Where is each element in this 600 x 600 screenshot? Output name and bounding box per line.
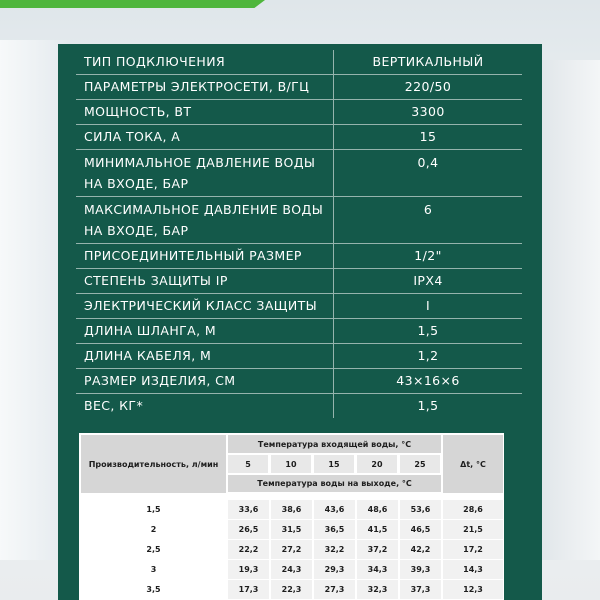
temp-cell: 37,2 <box>357 540 398 559</box>
spec-row <box>76 50 522 75</box>
header-performance: Производительность, л/мин <box>81 435 226 493</box>
temp-cell: 48,6 <box>357 500 398 519</box>
spec-row <box>76 125 522 150</box>
spec-row <box>76 75 522 100</box>
temp-cell: 27,2 <box>271 540 312 559</box>
inlet-temp-cell: 20 <box>357 455 397 473</box>
spec-label: ДЛИНА ШЛАНГА, М <box>76 319 334 343</box>
spec-value: 220/50 <box>404 79 452 94</box>
header-delta: Δt, °C <box>443 435 503 493</box>
temp-cell: 42,2 <box>400 540 441 559</box>
spec-value: 1,5 <box>417 398 439 413</box>
temp-cell: 19,3 <box>228 560 269 579</box>
temp-cell: 32,3 <box>357 580 398 599</box>
table-row <box>79 520 504 540</box>
inlet-temp-cell: 15 <box>314 455 354 473</box>
inlet-temp-cell: 25 <box>400 455 440 473</box>
spec-value: 1,2 <box>417 348 439 363</box>
flow-cell: 1,5 <box>146 505 161 514</box>
spec-label: РАЗМЕР ИЗДЕЛИЯ, СМ <box>76 369 334 393</box>
temp-cell: 41,5 <box>357 520 398 539</box>
temp-cell: 37,3 <box>400 580 441 599</box>
spec-label: ВЕС, КГ* <box>76 394 334 418</box>
spec-row <box>76 319 522 344</box>
table-row <box>79 540 504 560</box>
temp-cell: 17,3 <box>228 580 269 599</box>
spec-row <box>76 197 522 244</box>
flow-cell: 3 <box>150 565 157 574</box>
temp-cell: 32,2 <box>314 540 355 559</box>
spec-row <box>76 394 522 418</box>
table-row <box>79 560 504 580</box>
spec-label: МИНИМАЛЬНОЕ ДАВЛЕНИЕ ВОДЫ НА ВХОДЕ, БАР <box>76 150 334 196</box>
delta-cell: 17,2 <box>443 540 503 559</box>
spec-panel <box>58 44 542 600</box>
flow-cell: 2,5 <box>146 545 161 554</box>
flow-cell: 3,5 <box>146 585 161 594</box>
spec-row <box>76 294 522 319</box>
spec-value: 0,4 <box>417 155 439 170</box>
delta-cell: 28,6 <box>443 500 503 519</box>
temp-cell: 36,5 <box>314 520 355 539</box>
spec-label: МАКСИМАЛЬНОЕ ДАВЛЕНИЕ ВОДЫ НА ВХОДЕ, БАР <box>76 197 334 243</box>
spec-value: 3300 <box>411 104 445 119</box>
temp-cell: 24,3 <box>271 560 312 579</box>
spec-value: 6 <box>423 202 433 217</box>
inlet-temp-cell: 10 <box>271 455 311 473</box>
spec-label: ТИП ПОДКЛЮЧЕНИЯ <box>76 50 334 74</box>
delta-cell: 21,5 <box>443 520 503 539</box>
spec-value: 1,5 <box>417 323 439 338</box>
header-inlet-temp: Температура входящей воды, °C <box>228 435 441 453</box>
header-outlet-temp: Температура воды на выходе, °C <box>228 475 441 492</box>
spec-value: ВЕРТИКАЛЬНЫЙ <box>372 54 484 69</box>
temp-cell: 39,3 <box>400 560 441 579</box>
temp-cell: 26,5 <box>228 520 269 539</box>
spec-label: ДЛИНА КАБЕЛЯ, М <box>76 344 334 368</box>
temp-cell: 34,3 <box>357 560 398 579</box>
spec-label: СТЕПЕНЬ ЗАЩИТЫ IP <box>76 269 334 293</box>
temp-cell: 43,6 <box>314 500 355 519</box>
delta-cell: 12,3 <box>443 580 503 599</box>
accent-bar <box>0 0 265 8</box>
spec-row <box>76 269 522 294</box>
performance-table <box>79 433 504 600</box>
temp-cell: 29,3 <box>314 560 355 579</box>
spec-row <box>76 369 522 394</box>
table-row <box>79 580 504 600</box>
temp-cell: 27,3 <box>314 580 355 599</box>
spec-row <box>76 244 522 269</box>
temp-cell: 31,5 <box>271 520 312 539</box>
spec-row <box>76 150 522 197</box>
spec-label: СИЛА ТОКА, А <box>76 125 334 149</box>
delta-cell: 14,3 <box>443 560 503 579</box>
temp-cell: 46,5 <box>400 520 441 539</box>
spec-value: 15 <box>419 129 437 144</box>
table-row <box>79 500 504 520</box>
temp-cell: 33,6 <box>228 500 269 519</box>
spec-label: ЭЛЕКТРИЧЕСКИЙ КЛАСС ЗАЩИТЫ <box>76 294 334 318</box>
temp-cell: 53,6 <box>400 500 441 519</box>
inlet-temp-cell: 5 <box>228 455 268 473</box>
temp-cell: 38,6 <box>271 500 312 519</box>
spec-label: ПАРАМЕТРЫ ЭЛЕКТРОСЕТИ, В/ГЦ <box>76 75 334 99</box>
spec-value: I <box>425 298 431 313</box>
spec-row <box>76 344 522 369</box>
spec-list <box>76 50 522 418</box>
spec-value: IPX4 <box>413 273 443 288</box>
spec-label: ПРИСОЕДИНИТЕЛЬНЫЙ РАЗМЕР <box>76 244 334 268</box>
spec-value: 1/2" <box>414 248 442 263</box>
spec-label: МОЩНОСТЬ, ВТ <box>76 100 334 124</box>
temp-cell: 22,3 <box>271 580 312 599</box>
spec-value: 43×16×6 <box>396 373 460 388</box>
temp-cell: 22,2 <box>228 540 269 559</box>
spec-row <box>76 100 522 125</box>
flow-cell: 2 <box>150 525 157 534</box>
